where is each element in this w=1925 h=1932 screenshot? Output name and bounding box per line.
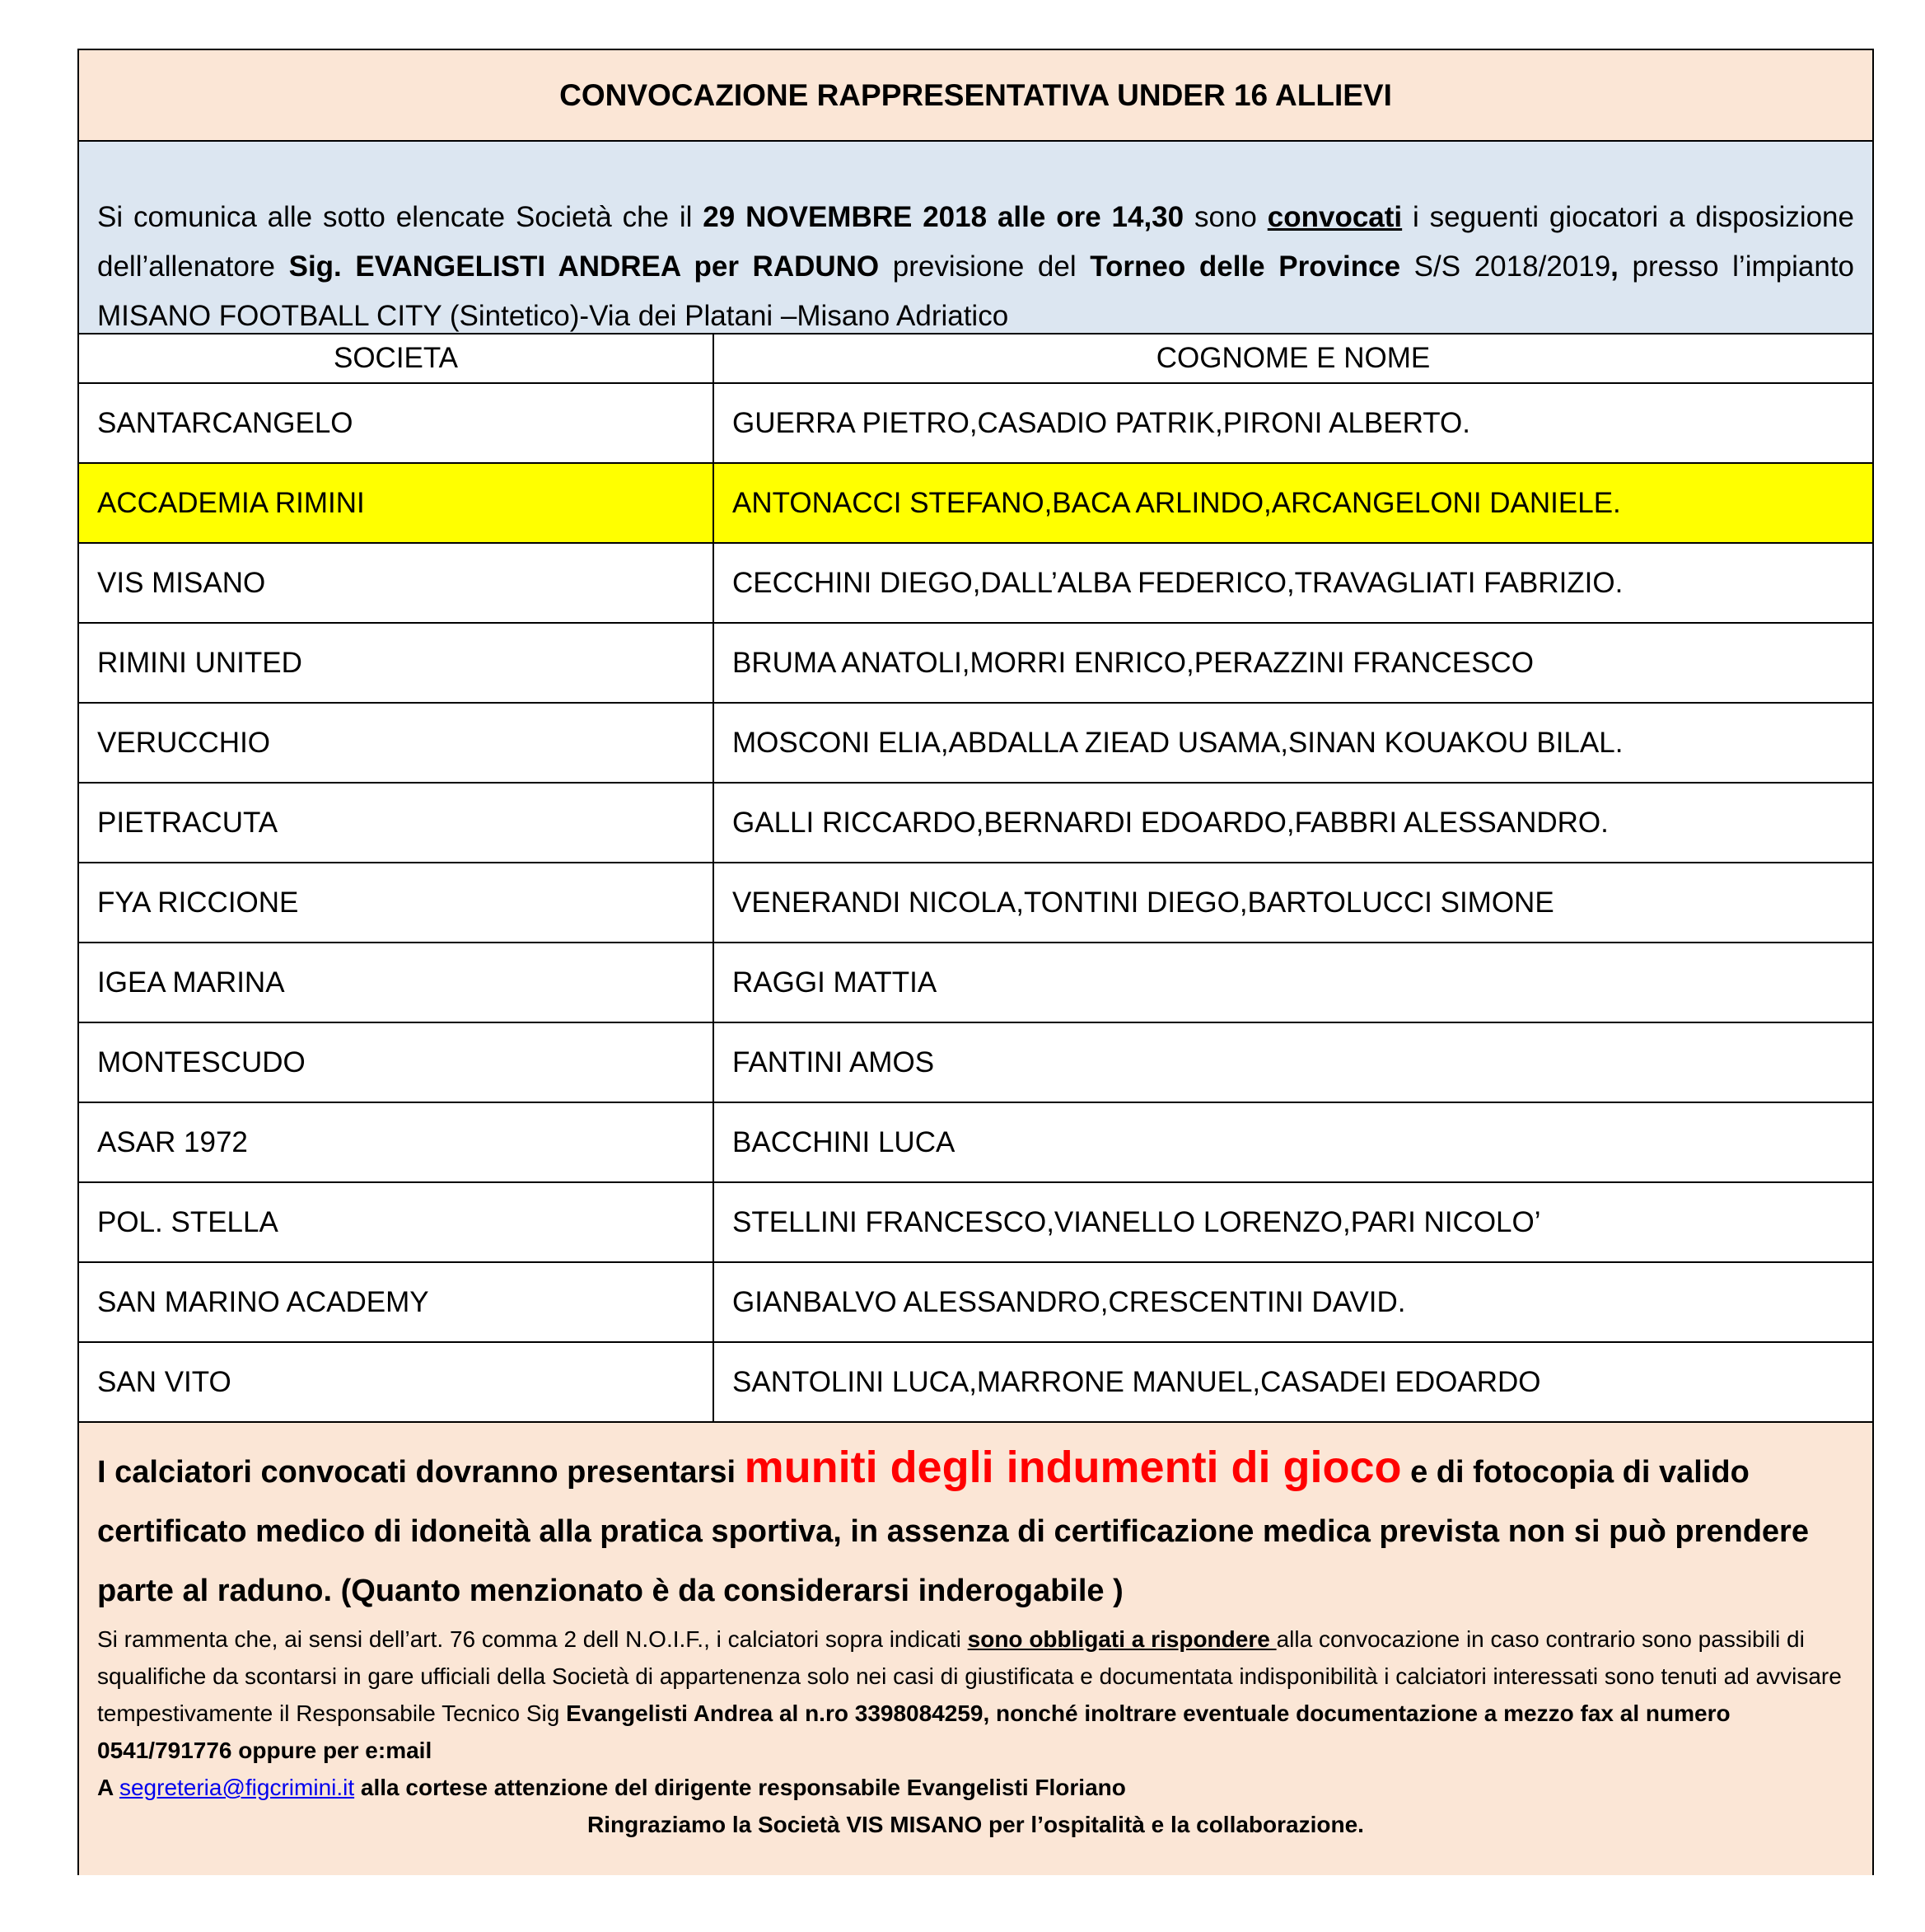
players-cell: BRUMA ANATOLI,MORRI ENRICO,PERAZZINI FRANCESCO [713, 623, 1872, 703]
convocation-document [77, 49, 1874, 1875]
players-cell: GIANBALVO ALESSANDRO,CRESCENTINI DAVID. [713, 1262, 1872, 1342]
table-row [79, 623, 1872, 703]
header-cognome-nome: COGNOME E NOME [713, 334, 1872, 383]
intro-text-1: Si comunica alle sotto elencate Società che il [97, 201, 703, 233]
table-header-row [79, 334, 1872, 383]
footer-notes [79, 1423, 1872, 1875]
table-row [79, 1022, 1872, 1102]
players-cell: VENERANDI NICOLA,TONTINI DIEGO,BARTOLUCCI SIMONE [713, 863, 1872, 943]
table-row [79, 383, 1872, 463]
intro-text-2: sono [1184, 201, 1268, 233]
players-cell: BACCHINI LUCA [713, 1102, 1872, 1182]
table-row [79, 863, 1872, 943]
rules-text-1: Si rammenta che, ai sensi dell’art. 76 comma 2 dell N.O.I.F., i calciatori sopra indicati [97, 1626, 968, 1652]
email-link[interactable]: segreteria@figcrimini.it [119, 1775, 355, 1800]
rules-obligation: sono obbligati a rispondere [967, 1626, 1277, 1652]
table-row [79, 463, 1872, 543]
club-cell: IGEA MARINA [79, 943, 713, 1022]
club-cell: RIMINI UNITED [79, 623, 713, 703]
intro-coach: Sig. EVANGELISTI ANDREA per RADUNO [288, 250, 880, 283]
warning-text-1: I calciatori convocati dovranno presentarsi [97, 1455, 745, 1490]
club-cell: VERUCCHIO [79, 703, 713, 783]
rules-paragraph [97, 1621, 1854, 1769]
club-cell: POL. STELLA [79, 1182, 713, 1262]
players-cell: ANTONACCI STEFANO,BACA ARLINDO,ARCANGELONI DANIELE. [713, 463, 1872, 543]
intro-date: 29 NOVEMBRE 2018 alle ore 14,30 [703, 201, 1184, 233]
club-cell: ACCADEMIA RIMINI [79, 463, 713, 543]
club-cell: FYA RICCIONE [79, 863, 713, 943]
intro-comma: , [1610, 250, 1619, 283]
thanks-line: Ringraziamo la Società VIS MISANO per l’ospitalità e la collaborazione. [587, 1812, 1364, 1837]
intro-text-3: i seguenti giocatori a disposizione dell’allenatore [97, 201, 1854, 283]
warning-highlight: muniti degli indumenti di gioco [744, 1443, 1402, 1492]
equipment-warning [97, 1438, 1854, 1621]
players-cell: FANTINI AMOS [713, 1022, 1872, 1102]
club-cell: SANTARCANGELO [79, 383, 713, 463]
players-table [79, 334, 1872, 1423]
intro-season: S/S 2018/2019 [1400, 250, 1611, 283]
intro-convocati: convocati [1267, 201, 1403, 233]
rules-contact: Evangelisti Andrea al n.ro 3398084259, nonché inoltrare eventuale documentazione a mezzo fax al numero 0541/791776 oppure per e:mail [97, 1700, 1731, 1763]
table-row [79, 943, 1872, 1022]
email-suffix: alla cortese attenzione del dirigente responsabile Evangelisti Floriano [354, 1775, 1126, 1800]
players-cell: RAGGI MATTIA [713, 943, 1872, 1022]
table-row [79, 703, 1872, 783]
table-row [79, 1262, 1872, 1342]
table-row [79, 1102, 1872, 1182]
players-cell: STELLINI FRANCESCO,VIANELLO LORENZO,PARI NICOLO’ [713, 1182, 1872, 1262]
table-body [79, 383, 1872, 1422]
players-cell: GUERRA PIETRO,CASADIO PATRIK,PIRONI ALBERTO. [713, 383, 1872, 463]
warning-text-2: e di fotocopia di valido certificato medico di idoneità alla pratica sportiva, in assenza di certificazione medica prevista non si può prendere parte al raduno. (Quanto menzionato è da considerarsi inderogabile ) [97, 1455, 1809, 1608]
club-cell: ASAR 1972 [79, 1102, 713, 1182]
header-societa: SOCIETA [79, 334, 713, 383]
club-cell: MONTESCUDO [79, 1022, 713, 1102]
table-row [79, 783, 1872, 863]
rules-text-2: alla convocazione in caso contrario sono passibili di squalifiche da scontarsi in gare ufficiali della Società di appartenenza solo nei casi di giustificata e documentata indisponibilità i calciatori interessati sono tenuti ad avvisare tempestivamente il Responsabile Tecnico Sig [97, 1626, 1842, 1726]
email-prefix: A [97, 1775, 119, 1800]
club-cell: SAN MARINO ACADEMY [79, 1262, 713, 1342]
intro-text-5: presso l’impianto MISANO FOOTBALL CITY (Sintetico)-Via dei Platani –Misano Adriatico [97, 250, 1855, 332]
players-cell: GALLI RICCARDO,BERNARDI EDOARDO,FABBRI ALESSANDRO. [713, 783, 1872, 863]
club-cell: PIETRACUTA [79, 783, 713, 863]
intro-torneo: Torneo delle Province [1090, 250, 1401, 283]
players-cell: SANTOLINI LUCA,MARRONE MANUEL,CASADEI EDOARDO [713, 1342, 1872, 1422]
players-cell: MOSCONI ELIA,ABDALLA ZIEAD USAMA,SINAN KOUAKOU BILAL. [713, 703, 1872, 783]
club-cell: SAN VITO [79, 1342, 713, 1422]
table-row [79, 543, 1872, 623]
intro-paragraph [79, 142, 1872, 334]
club-cell: VIS MISANO [79, 543, 713, 623]
document-title: CONVOCAZIONE RAPPRESENTATIVA UNDER 16 ALLIEVI [79, 50, 1872, 142]
table-row [79, 1182, 1872, 1262]
email-line [97, 1769, 1854, 1806]
table-row [79, 1342, 1872, 1422]
players-cell: CECCHINI DIEGO,DALL’ALBA FEDERICO,TRAVAGLIATI FABRIZIO. [713, 543, 1872, 623]
intro-text-4: previsione del [879, 250, 1091, 283]
